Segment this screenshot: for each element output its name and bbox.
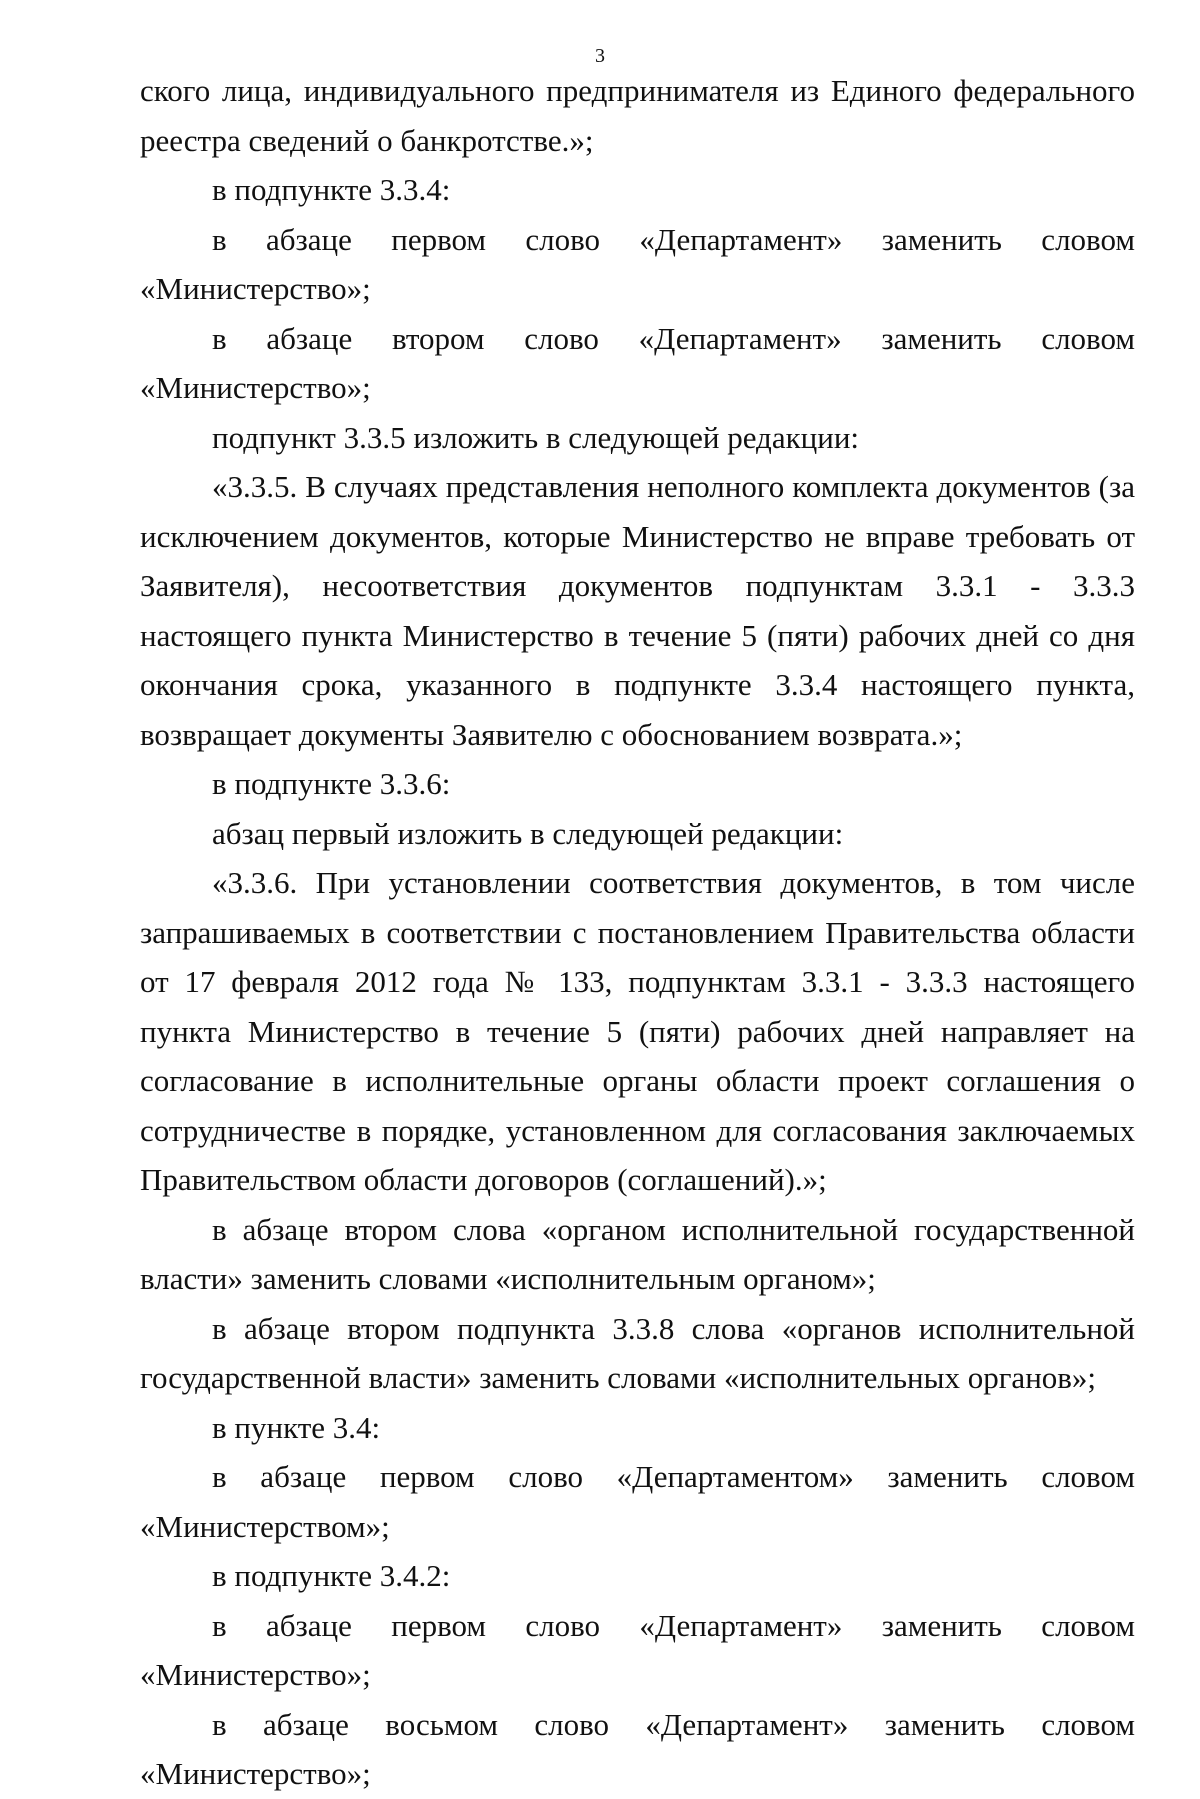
paragraph: в пункте 3.4: xyxy=(212,1409,381,1445)
document-body xyxy=(140,66,1135,1799)
paragraph: в абзаце первом слово «Департаментом» заменить словом «Министерством»; xyxy=(140,1459,1135,1544)
page-number: 3 xyxy=(595,45,605,67)
paragraph: в абзаце втором слово «Департамент» заменить словом «Министерство»; xyxy=(140,320,1135,405)
paragraph: в абзаце первом слово «Департамент» заменить словом «Министерство»; xyxy=(140,221,1135,306)
paragraph: ского лица, индивидуального предпринимателя из Единого федерального реестра сведений о банкротстве.»; xyxy=(140,73,1135,158)
paragraph: в абзаце восьмом слово «Департамент» заменить словом «Министерство»; xyxy=(140,1706,1135,1791)
paragraph: «3.3.6. При установлении соответствия документов, в том числе запрашиваемых в соответствии с постановлением Правительства области от 17 февраля 2012 года № 133, подпунктам 3.3.1 - 3.3.3 настоящего пункта Министерство в течение 5 (пяти) рабочих дней направляет на согласование в исполнительные органы области проект соглашения о сотрудничестве в порядке, установленном для согласования заключаемых Правительством области договоров (соглашений).»; xyxy=(140,865,1135,1197)
paragraph: в подпункте 3.3.6: xyxy=(212,766,451,801)
paragraph: в абзаце втором слова «органом исполнительной государственной власти» заменить словами «исполнительным органом»; xyxy=(140,1211,1135,1296)
paragraph: подпункт 3.3.5 изложить в следующей редакции: xyxy=(212,419,860,455)
paragraph: абзац первый изложить в следующей редакции: xyxy=(212,815,844,851)
paragraph: «3.3.5. В случаях представления неполного комплекта документов (за исключением документов, которые Министерство не вправе требовать от Заявителя), несоответствия документов подпунктам 3.3.1 - 3.3.3 настоящего пункта Министерство в течение 5 (пяти) рабочих дней со дня окончания срока, указанного в подпункте 3.3.4 настоящего пункта, возвращает документы Заявителю с обоснованием возврата.»; xyxy=(140,469,1135,752)
paragraph: в абзаце первом слово «Департамент» заменить словом «Министерство»; xyxy=(140,1607,1135,1692)
paragraph: в подпункте 3.3.4: xyxy=(212,172,451,207)
paragraph: в подпункте 3.4.2: xyxy=(212,1558,451,1593)
paragraph: в абзаце втором подпункта 3.3.8 слова «органов исполнительной государственной власти» заменить словами «исполнительных органов»; xyxy=(140,1310,1135,1395)
